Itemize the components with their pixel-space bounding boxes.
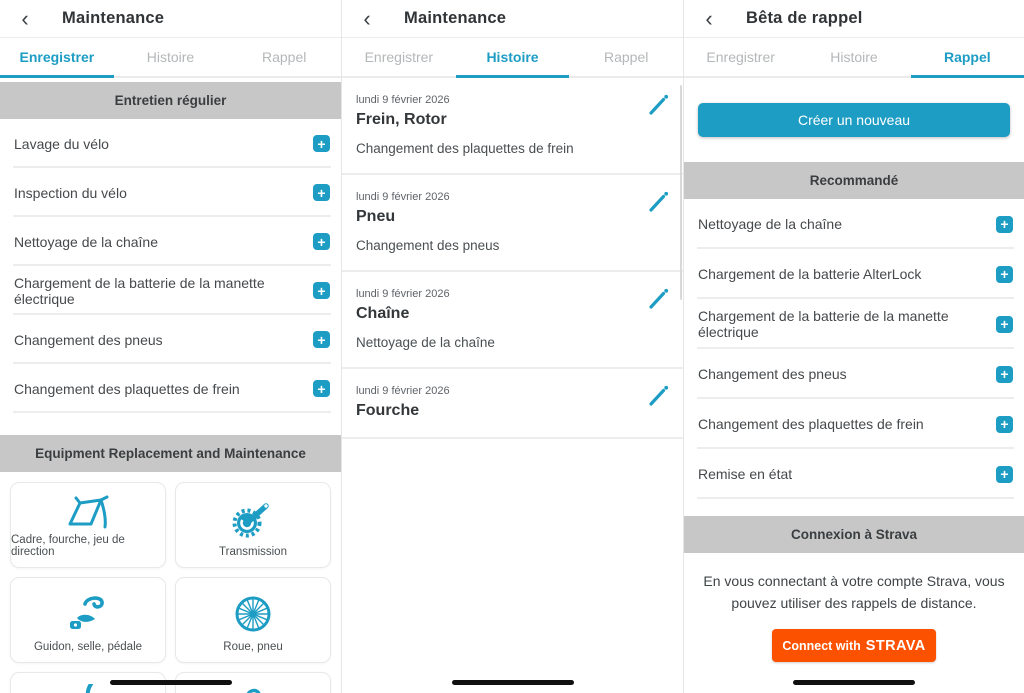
- strava-description: En vous connectant à votre compte Strava, vous pouvez utiliser des rappels de distance.: [703, 573, 1005, 611]
- item-label: Remise en état: [698, 466, 793, 482]
- card-label: Guidon, selle, pédale: [33, 641, 143, 653]
- tab-histoire[interactable]: Histoire: [830, 49, 878, 65]
- home-indicator: [452, 680, 574, 685]
- history-entry: [342, 272, 683, 369]
- page-title: Bêta de rappel: [746, 9, 863, 27]
- entry-title: Frein, Rotor: [356, 111, 447, 128]
- add-icon[interactable]: +: [313, 135, 330, 152]
- card-frame-fork-headset[interactable]: [10, 482, 166, 568]
- item-label: Nettoyage de la chaîne: [698, 216, 842, 232]
- entry-date: lundi 9 février 2026: [356, 288, 450, 300]
- tab-bar: [0, 38, 341, 78]
- history-entry: [342, 369, 683, 439]
- header: [684, 0, 1024, 38]
- panel-history: [341, 0, 683, 693]
- card-wheel-tire[interactable]: [175, 577, 331, 663]
- entry-date: lundi 9 février 2026: [356, 191, 450, 203]
- entry-title: Chaîne: [356, 305, 410, 322]
- tab-rappel[interactable]: Rappel: [261, 49, 307, 65]
- list-item: [0, 266, 341, 315]
- entry-date: lundi 9 février 2026: [356, 385, 450, 397]
- pencil-icon[interactable]: [647, 191, 669, 213]
- card-transmission[interactable]: [175, 482, 331, 568]
- item-label: Changement des plaquettes de frein: [698, 416, 924, 432]
- tab-histoire[interactable]: Histoire: [456, 38, 570, 76]
- accessory-icon: [243, 684, 263, 693]
- add-icon[interactable]: +: [996, 316, 1013, 333]
- back-icon[interactable]: ‹: [705, 5, 713, 31]
- tab-bar: [342, 38, 683, 78]
- header: [342, 0, 683, 38]
- add-icon[interactable]: +: [996, 216, 1013, 233]
- home-indicator: [793, 680, 915, 685]
- add-icon[interactable]: +: [313, 282, 330, 299]
- add-icon[interactable]: +: [313, 331, 330, 348]
- list-item: [0, 217, 341, 266]
- brake-icon: [78, 684, 98, 693]
- item-label: Lavage du vélo: [14, 135, 109, 152]
- entry-title: Pneu: [356, 208, 396, 225]
- item-label: Changement des plaquettes de frein: [14, 380, 240, 397]
- add-icon[interactable]: +: [996, 266, 1013, 283]
- card-handlebar-saddle-pedal[interactable]: [10, 577, 166, 663]
- page-title: Maintenance: [62, 9, 165, 27]
- entry-description: Changement des pneus: [356, 238, 500, 253]
- card-label: Cadre, fourche, jeu de direction: [11, 534, 125, 558]
- connect-strava-button[interactable]: [772, 629, 936, 662]
- history-entry: [342, 78, 683, 175]
- section-header-equipment: Equipment Replacement and Maintenance: [0, 435, 341, 472]
- item-label: Chargement de la batterie AlterLock: [698, 266, 922, 282]
- item-label: Changement des pneus: [14, 331, 163, 348]
- item-label: Chargement de la batterie de la manette électrique: [14, 274, 265, 307]
- item-label: Inspection du vélo: [14, 184, 127, 201]
- tab-bar: [684, 38, 1024, 78]
- handlebar-saddle-pedal-icon: [65, 578, 111, 641]
- scrollbar[interactable]: [680, 85, 682, 300]
- history-entry: [342, 175, 683, 272]
- tab-rappel[interactable]: Rappel: [911, 38, 1024, 76]
- add-icon[interactable]: +: [313, 380, 330, 397]
- create-new-button[interactable]: Créer un nouveau: [698, 103, 1010, 137]
- drivetrain-icon: [231, 483, 275, 546]
- back-icon[interactable]: ‹: [21, 5, 29, 31]
- pencil-icon[interactable]: [647, 385, 669, 407]
- card-label: Transmission: [219, 546, 287, 558]
- tab-rappel[interactable]: Rappel: [603, 49, 649, 65]
- entry-description: Changement des plaquettes de frein: [356, 141, 574, 156]
- header: [0, 0, 341, 38]
- connect-label: Connect with: [782, 638, 861, 653]
- pencil-icon[interactable]: [647, 288, 669, 310]
- list-item: [684, 299, 1024, 349]
- add-icon[interactable]: +: [996, 366, 1013, 383]
- list-item: [684, 399, 1024, 449]
- tab-enregistrer[interactable]: Enregistrer: [364, 49, 434, 65]
- page-title: Maintenance: [404, 9, 507, 27]
- add-icon[interactable]: +: [313, 184, 330, 201]
- list-item: [684, 349, 1024, 399]
- pencil-icon[interactable]: [647, 94, 669, 116]
- list-item: [0, 315, 341, 364]
- list-item: [684, 249, 1024, 299]
- wheel-icon: [233, 578, 273, 641]
- add-icon[interactable]: +: [996, 416, 1013, 433]
- entry-date: lundi 9 février 2026: [356, 94, 450, 106]
- panel-reminder: [683, 0, 1024, 693]
- list-item: [0, 119, 341, 168]
- list-item: [0, 168, 341, 217]
- item-label: Chargement de la batterie de la manette électrique: [698, 308, 949, 340]
- section-header-entretien: Entretien régulier: [0, 82, 341, 119]
- list-item: [684, 199, 1024, 249]
- strava-logo: STRAVA: [865, 637, 926, 654]
- bike-frame-icon: [62, 483, 114, 534]
- entry-description: Nettoyage de la chaîne: [356, 335, 495, 350]
- list-item: [684, 449, 1024, 499]
- list-item: [0, 364, 341, 413]
- card-label: Roue, pneu: [223, 641, 283, 653]
- add-icon[interactable]: +: [996, 466, 1013, 483]
- panel-register: [0, 0, 341, 693]
- item-label: Changement des pneus: [698, 366, 847, 382]
- item-label: Nettoyage de la chaîne: [14, 233, 158, 250]
- entry-title: Fourche: [356, 402, 420, 419]
- tab-histoire[interactable]: Histoire: [146, 49, 195, 65]
- add-icon[interactable]: +: [313, 233, 330, 250]
- tab-enregistrer[interactable]: Enregistrer: [0, 38, 114, 76]
- back-icon[interactable]: ‹: [363, 5, 371, 31]
- home-indicator: [110, 680, 232, 685]
- equipment-card-grid: [0, 472, 341, 693]
- section-header-recommande: Recommandé: [684, 162, 1024, 199]
- section-header-strava: Connexion à Strava: [684, 516, 1024, 553]
- tab-enregistrer[interactable]: Enregistrer: [706, 49, 775, 65]
